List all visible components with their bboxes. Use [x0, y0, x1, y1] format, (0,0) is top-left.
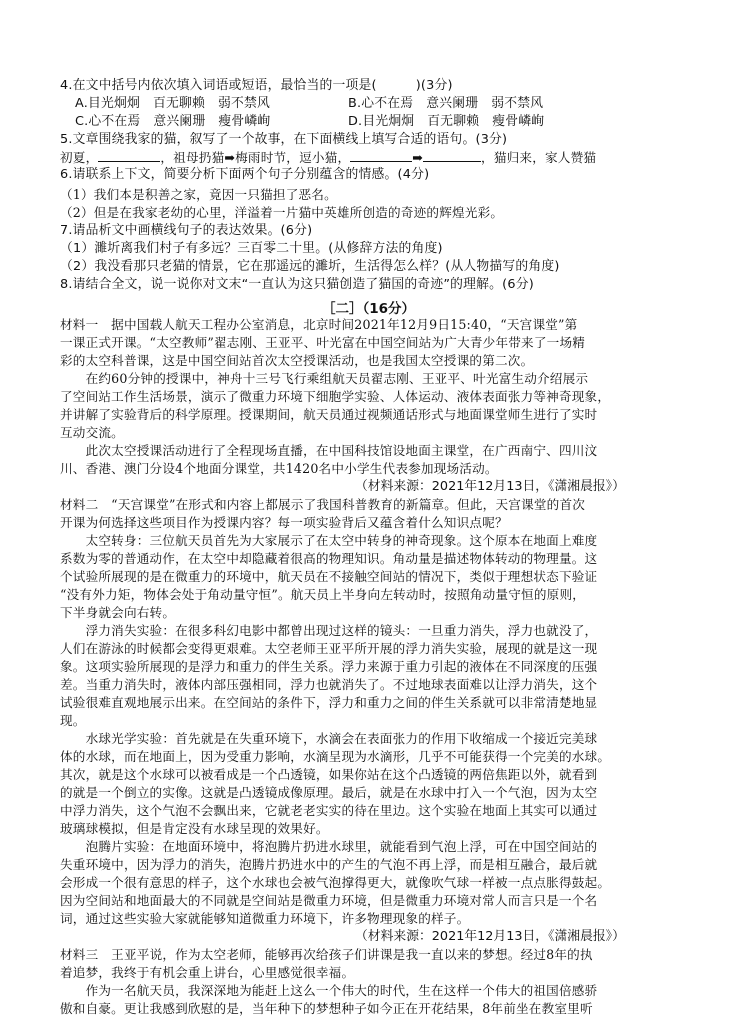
- q6-item-2: （2）但是在我家老幼的心里，洋溢着一片猫中英雄所创造的奇迹的辉煌光彩。: [60, 205, 504, 220]
- material-1-source: （材料来源：2021年12月13日，《潇湘晨报》）: [355, 479, 625, 494]
- material-2-source: （材料来源：2021年12月13日，《潇湘晨报》）: [355, 929, 625, 944]
- material-2-line: 太空转身：三位航天员首先为大家展示了在太空中转身的神奇现象。这个原本在地面上难度: [60, 533, 598, 548]
- material-2-line: 现。: [60, 713, 86, 728]
- material-1-line: 在约60分钟的授课中，神舟十三号飞行乘组航天员翟志刚、王亚平、叶光富生动介绍展示: [60, 371, 589, 386]
- material-2-line: 的就是一个倒立的实像。这就是凸透镜成像原理。最后，就是在水球中打入一个气泡，因为太空: [60, 785, 598, 800]
- material-1-line: 互动交流。: [60, 425, 124, 440]
- material-3-line: 作为一名航天员，我深深地为能赶上这么一个伟大的时代，生在这样一个伟大的祖国倍感骄: [60, 983, 598, 998]
- material-2-line: 其次，就是这个水球可以被看成是一个凸透镜，如果你站在这个凸透镜的两倍焦距以外，就看到: [60, 767, 598, 782]
- material-2-line: 失重环境中，因为浮力的消失，泡腾片扔进水中的产生的气泡不再上浮，而是相互融合，最后就: [60, 857, 598, 872]
- material-2-line: 词，通过这些实验大家就能够知道微重力环境下，许多物理现象的样子。: [60, 911, 470, 926]
- material-2-line: 人们在游泳的时候都会变得更艰难。太空老师王亚平所开展的浮力消失实验，展现的就是这一现: [60, 641, 598, 656]
- q5-blank-3[interactable]: [423, 150, 481, 162]
- section-title: ［二］（16分）: [321, 301, 416, 317]
- q5-blank-2[interactable]: [350, 150, 412, 162]
- material-2-line: 因为空间站和地面最大的不同就是空间站是微重力环境，但是微重力环境对常人而言只是一个名: [60, 893, 598, 908]
- material-2-line: 玻璃球模拟，但是肯定没有水球呈现的效果好。: [60, 821, 329, 836]
- material-2-line: 系数为零的普通动作，在太空中却隐藏着很高的物理知识。角动量是描述物体转动的物理量。这: [60, 551, 598, 566]
- material-2-line: “没有外力矩，物体会处于角动量守恒”。航天员上半身向左转动时，按照角动量守恒的原则，: [60, 587, 586, 602]
- q7-item-1: （1）濉圻离我们村子有多远？三百零二十里。(从修辞方法的角度): [60, 241, 443, 256]
- material-2-line: 浮力消失实验：在很多科幻电影中都曾出现过这样的镜头：一旦重力消失，浮力也就没了，: [60, 623, 598, 638]
- material-2-line: 个试验所展现的是在微重力的环境中，航天员在不接触空间站的情况下，类似于理想状态下验证: [60, 569, 598, 584]
- material-1-line: 此次太空授课活动进行了全程现场直播，在中国科技馆设地面主课堂，在广西南宁、四川汶: [60, 443, 598, 458]
- material-1-line: 川、香港、澳门分设4个地面分课堂，共1420名中小学生代表参加现场活动。: [60, 461, 498, 476]
- material-1-line-1: 材料一 据中国载人航天工程办公室消息，北京时间2021年12月9日15:40，“天宫课堂”第: [60, 317, 578, 332]
- q7-item-2: （2）我没看那只老猫的情景，它在那遥远的濉圻，生活得怎么样？(从人物描写的角度): [60, 259, 560, 274]
- q6-stem: 6.请联系上下文，简要分析下面两个句子分别蕴含的情感。(4分): [60, 167, 430, 182]
- material-3-label: 材料三: [60, 947, 99, 962]
- material-2-line: 开课为何选择这些项目作为授课内容？每一项实验背后又蕴含着什么知识点呢？: [60, 515, 508, 530]
- material-2-line: 泡腾片实验：在地面环境中，将泡腾片扔进水球里，就能看到气泡上浮，可在中国空间站的: [60, 839, 598, 854]
- q4-option-c: C.心不在焉 意兴阑珊 瘦骨嶙峋: [75, 114, 271, 129]
- material-3-line: 着追梦，我终于有机会重上讲台，心里感觉很幸福。: [60, 965, 355, 980]
- q4-option-d: D.目光炯炯 百无聊赖 瘦骨嶙峋: [348, 114, 545, 129]
- q7-stem: 7.请品析文中画横线句子的表达效果。(6分): [60, 223, 313, 238]
- material-2-line: 体的水球，而在地面上，因为受重力影响，水滴呈现为水滴形，几乎不可能获得一个完美的水球。: [60, 749, 611, 764]
- q8-stem: 8.请结合全文，说一说你对文末“一直认为这只猫创造了猫国的奇迹”的理解。(6分): [60, 277, 534, 292]
- q5-blank-1[interactable]: [98, 150, 160, 162]
- q5-fill-part1: 初夏，: [60, 150, 99, 165]
- material-2-line: 水球光学实验：首先就是在失重环境下，水滴会在表面张力的作用下收缩成一个接近完美球: [60, 731, 598, 746]
- material-2-line: 中浮力消失，这个气泡不会飘出来，它就老老实实的待在里边。这个实验在地面上其实可以通过: [60, 803, 598, 818]
- q6-item-1: （1）我们本是积善之家，竟因一只猫担了恶名。: [60, 187, 337, 202]
- q4-stem: 4.在文中括号内依次填入词语或短语，最恰当的一项是( )(3分): [60, 78, 453, 93]
- q5-fill-line: [60, 149, 596, 166]
- material-2-line-1: 材料二 “天宫课堂”在形式和内容上都展示了我国科普教育的新篇章。但此，天宫课堂的首次: [60, 497, 586, 512]
- q4-option-b: B.心不在焉 意兴阑珊 弱不禁风: [348, 96, 544, 111]
- material-3-line: 傲和自豪。更让我感到欣慰的是，当年种下的梦想种子如今正在开花结果，8年前坐在教室里听: [60, 1001, 593, 1016]
- material-2-line: 会形成一个很有意思的样子，这个水球也会被气泡撑得更大，就像吹气球一样被一点点胀得鼓起。: [60, 875, 611, 890]
- material-3-line-1: 材料三 王亚平说，作为太空老师，能够再次给孩子们讲课是我一直以来的梦想。经过8年的执: [60, 947, 593, 962]
- material-1-line: 一课正式开课。“太空教师”翟志刚、王亚平、叶光富在中国空间站为广大青少年带来了一场精: [60, 335, 586, 350]
- material-1-line: 并讲解了实验背后的科学原理。授课期间，航天员通过视频通话形式与地面课堂师生进行了实时: [60, 407, 598, 422]
- q5-fill-part2: ，祖母扔猫➡梅雨时节，逗小猫，: [160, 150, 351, 165]
- q5-fill-part3: ，猫归来，家人赞猫: [481, 150, 597, 165]
- material-2-label: 材料二: [60, 497, 99, 512]
- material-1-label: 材料一: [60, 317, 99, 332]
- material-2-line: 试验很难直观地展示出来。在空间站的条件下，浮力和重力之间的伴生关系就可以非常清楚地显: [60, 695, 598, 710]
- material-1-line: 了空间站工作生活场景，演示了微重力环境下细胞学实验、人体运动、液体表面张力等神奇现象，: [60, 389, 611, 404]
- material-2-line: 下半身就会向右转。: [60, 605, 176, 620]
- material-1-line: 彩的太空科普课，这是中国空间站首次太空授课活动，也是我国太空授课的第二次。: [60, 353, 534, 368]
- q5-arrow: ➡: [412, 150, 424, 165]
- material-2-line: 象。这项实验所展现的是浮力和重力的伴生关系。浮力来源于重力引起的液体在不同深度的压强: [60, 659, 598, 674]
- material-2-line: 差。当重力消失时，液体内部压强相同，浮力也就消失了。不过地球表面难以让浮力消失，这个: [60, 677, 598, 692]
- q4-option-a: A.目光炯炯 百无聊赖 弱不禁风: [75, 96, 270, 111]
- q5-stem: 5.文章围绕我家的猫，叙写了一个故事，在下面横线上填写合适的语句。(3分): [60, 132, 508, 147]
